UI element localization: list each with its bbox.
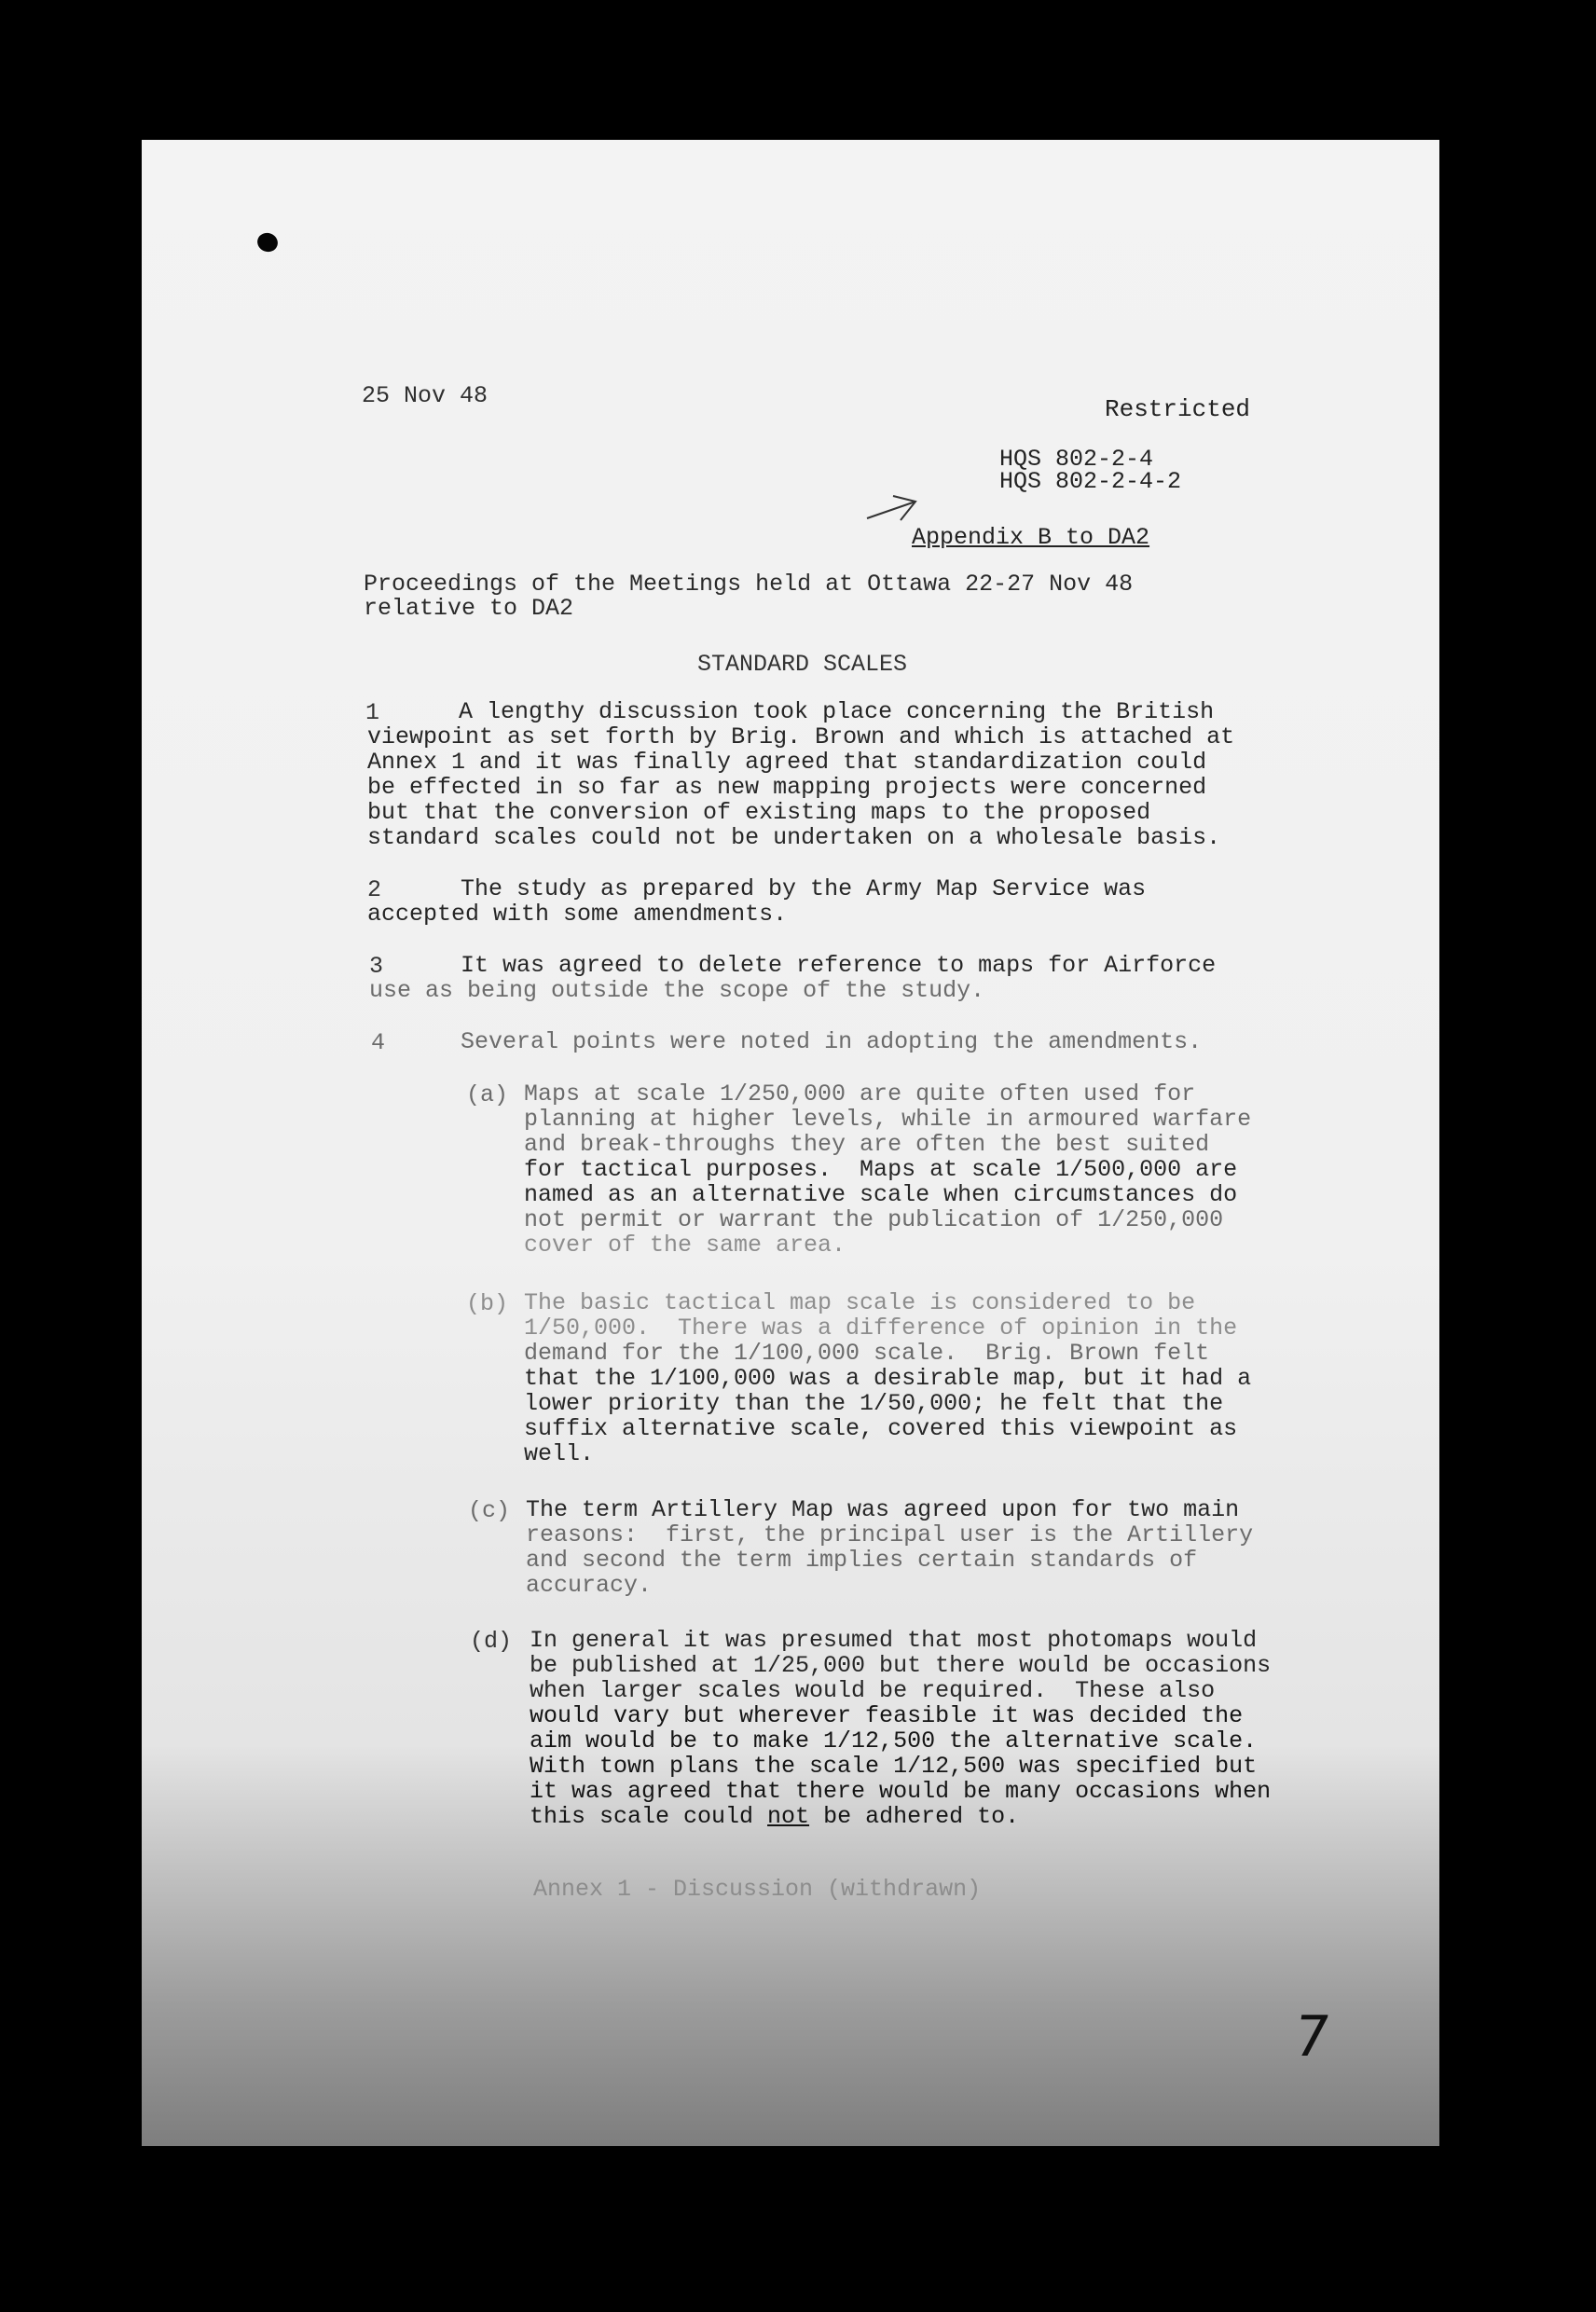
subparagraph-d-line-4: would vary but wherever feasible it was decided the bbox=[530, 1702, 1244, 1729]
paragraph-number: 1 bbox=[365, 699, 380, 726]
paragraph-2-line-1: The study as prepared by the Army Map Service was bbox=[461, 875, 1147, 902]
subparagraph-label: (c) bbox=[468, 1497, 511, 1524]
document-date: 25 Nov 48 bbox=[362, 382, 488, 409]
subparagraph-b-line-4: that the 1/100,000 was a desirable map, but it had a bbox=[524, 1365, 1252, 1392]
subparagraph-d-line-2: be published at 1/25,000 but there would be occasions bbox=[530, 1652, 1272, 1679]
subparagraph-label: (d) bbox=[470, 1628, 513, 1655]
paragraph-3-line-1: It was agreed to delete reference to maps for Airforce bbox=[461, 952, 1217, 979]
paragraph-1-line-2: viewpoint as set forth by Brig. Brown and which is attached at bbox=[367, 723, 1235, 750]
subparagraph-d-line-6: With town plans the scale 1/12,500 was specified but bbox=[530, 1753, 1258, 1780]
subparagraph-d-line-8 bbox=[530, 1804, 1019, 1829]
subparagraph-label: (a) bbox=[466, 1081, 509, 1108]
paragraph-1-line-4: be effected in so far as new mapping projects were concerned bbox=[367, 774, 1207, 801]
handwritten-arrow-icon bbox=[865, 492, 921, 524]
subparagraph-c-line-3: and second the term implies certain standards of bbox=[526, 1547, 1198, 1574]
subparagraph-d-line-3: when larger scales would be required. These also bbox=[530, 1677, 1216, 1704]
subparagraph-a-line-7: cover of the same area. bbox=[524, 1232, 846, 1259]
subparagraph-b-line-3: demand for the 1/100,000 scale. Brig. Brown felt bbox=[524, 1340, 1210, 1367]
subparagraph-b-line-2: 1/50,000. There was a difference of opinion in the bbox=[524, 1314, 1238, 1342]
subparagraph-d-line-1: In general it was presumed that most photomaps would bbox=[530, 1627, 1258, 1654]
paragraph-1-line-6: standard scales could not be undertaken on a wholesale basis. bbox=[367, 824, 1221, 851]
emphasis-not: not bbox=[767, 1803, 810, 1830]
section-heading: STANDARD SCALES bbox=[697, 651, 908, 678]
subparagraph-label: (b) bbox=[466, 1290, 509, 1317]
subparagraph-d-line-8-start: this scale could bbox=[530, 1803, 768, 1830]
annex-note: Annex 1 - Discussion (withdrawn) bbox=[533, 1876, 982, 1903]
subparagraph-b-line-5: lower priority than the 1/50,000; he felt that the bbox=[524, 1390, 1224, 1417]
intro-line-2: relative to DA2 bbox=[364, 595, 574, 622]
appendix-title: Appendix B to DA2 bbox=[912, 524, 1150, 551]
intro-line-1: Proceedings of the Meetings held at Ottawa 22-27 Nov 48 bbox=[364, 571, 1134, 598]
subparagraph-b-line-1: The basic tactical map scale is considered to be bbox=[524, 1289, 1196, 1316]
paragraph-4-line-1: Several points were noted in adopting the amendments. bbox=[461, 1028, 1203, 1055]
paragraph-1-line-3: Annex 1 and it was finally agreed that standardization could bbox=[367, 749, 1207, 776]
paragraph-1-line-1: A lengthy discussion took place concerning the British bbox=[459, 698, 1215, 725]
classification-label: Restricted bbox=[1105, 395, 1251, 423]
subparagraph-d-line-5: aim would be to make 1/12,500 the alternative scale. bbox=[530, 1727, 1258, 1755]
paragraph-3-line-2: use as being outside the scope of the study. bbox=[369, 977, 985, 1004]
file-reference-2: HQS 802-2-4-2 bbox=[999, 468, 1182, 495]
subparagraph-c-line-4: accuracy. bbox=[526, 1572, 653, 1599]
handwritten-page-number: 7 bbox=[1289, 2004, 1335, 2070]
subparagraph-d-line-7: it was agreed that there would be many occasions when bbox=[530, 1778, 1272, 1805]
subparagraph-a-line-5: named as an alternative scale when circumstances do bbox=[524, 1181, 1238, 1208]
paragraph-number: 3 bbox=[369, 953, 384, 980]
paragraph-1-line-5: but that the conversion of existing maps to the proposed bbox=[367, 799, 1151, 826]
paragraph-number: 2 bbox=[367, 876, 382, 903]
subparagraph-a-line-1: Maps at scale 1/250,000 are quite often used for bbox=[524, 1080, 1196, 1108]
paragraph-number: 4 bbox=[371, 1029, 386, 1056]
subparagraph-b-line-6: suffix alternative scale, covered this viewpoint as bbox=[524, 1415, 1238, 1442]
subparagraph-c-line-2: reasons: first, the principal user is the Artillery bbox=[526, 1521, 1254, 1548]
subparagraph-c-line-1: The term Artillery Map was agreed upon for two main bbox=[526, 1496, 1240, 1523]
file-reference-1: HQS 802-2-4 bbox=[999, 446, 1154, 473]
subparagraph-a-line-4: for tactical purposes. Maps at scale 1/500,000 are bbox=[524, 1156, 1238, 1183]
subparagraph-a-line-3: and break-throughs they are often the best suited bbox=[524, 1131, 1210, 1158]
subparagraph-b-line-7: well. bbox=[524, 1440, 595, 1467]
subparagraph-a-line-6: not permit or warrant the publication of 1/250,000 bbox=[524, 1206, 1224, 1233]
subparagraph-d-line-8-end: be adhered to. bbox=[809, 1803, 1020, 1830]
subparagraph-a-line-2: planning at higher levels, while in armoured warfare bbox=[524, 1106, 1252, 1133]
paragraph-2-line-2: accepted with some amendments. bbox=[367, 901, 788, 928]
